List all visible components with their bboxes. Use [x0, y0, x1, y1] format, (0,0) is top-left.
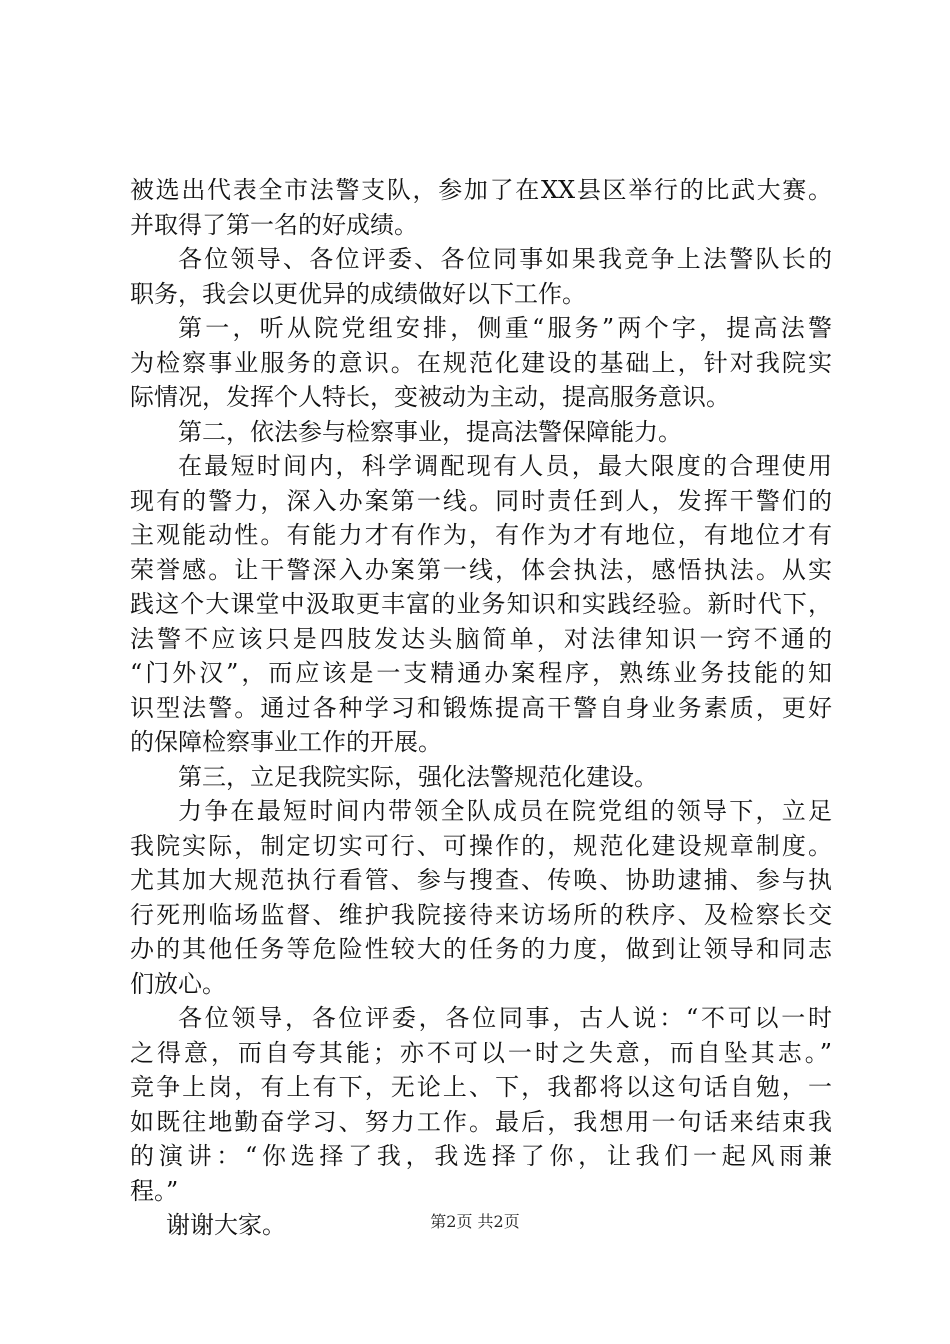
- text-line: 办的其他任务等危险性较大的任务的力度，做到让领导和同志: [130, 935, 832, 963]
- text-line: 识型法警。通过各种学习和锻炼提高干警自身业务素质，更好: [130, 693, 832, 722]
- text-line: 们放心。: [130, 969, 226, 998]
- text-line: 第一，听从院党组安排，侧重“服务”两个字，提高法警: [178, 314, 832, 342]
- text-line: 各位领导、各位评委、各位同事如果我竞争上法警队长的: [178, 245, 832, 273]
- text-line: 现有的警力，深入办案第一线。同时责任到人，发挥干警们的: [130, 486, 832, 515]
- text-line: 主观能动性。有能力才有作为，有作为才有地位，有地位才有: [130, 521, 832, 549]
- text-line: 的演讲：“你选择了我，我选择了你，让我们一起风雨兼: [130, 1142, 832, 1170]
- text-line: “门外汉”，而应该是一支精通办案程序，熟练业务技能的知: [130, 659, 832, 687]
- page-number-footer: 第2页 共2页: [430, 1212, 520, 1231]
- text-line: 职务，我会以更优异的成绩做好以下工作。: [130, 279, 586, 308]
- text-line: 程。”: [130, 1176, 179, 1205]
- text-line: 际情况，发挥个人特长，变被动为主动，提高服务意识。: [130, 383, 730, 411]
- text-line: 并取得了第一名的好成绩。: [130, 210, 418, 239]
- text-line: 我院实际，制定切实可行、可操作的，规范化建设规章制度。: [130, 831, 832, 860]
- text-line: 为检察事业服务的意识。在规范化建设的基础上，针对我院实: [130, 348, 832, 377]
- text-line: 各位领导，各位评委，各位同事，古人说：“不可以一时: [178, 1004, 832, 1032]
- text-line: 力争在最短时间内带领全队成员在院党组的领导下，立足: [178, 797, 832, 825]
- text-line: 的保障检察事业工作的开展。: [130, 728, 442, 756]
- text-line: 尤其加大规范执行看管、参与搜查、传唤、协助逮捕、参与执: [130, 866, 832, 894]
- text-line: 之得意，而自夸其能；亦不可以一时之失意，而自坠其志。”: [130, 1038, 832, 1067]
- text-line: 第二，依法参与检察事业，提高法警保障能力。: [178, 417, 682, 446]
- text-line: 在最短时间内，科学调配现有人员，最大限度的合理使用: [178, 452, 832, 480]
- text-line: 被选出代表全市法警支队，参加了在XX县区举行的比武大赛。: [130, 176, 832, 204]
- text-line: 荣誉感。让干警深入办案第一线，体会执法，感悟执法。从实: [130, 555, 832, 584]
- document-body: [130, 173, 832, 1243]
- text-line: 践这个大课堂中汲取更丰富的业务知识和实践经验。新时代下，: [130, 590, 832, 618]
- text-line: 如既往地勤奋学习、努力工作。最后，我想用一句话来结束我: [130, 1107, 832, 1136]
- text-line: 行死刑临场监督、维护我院接待来访场所的秩序、及检察长交: [130, 900, 832, 929]
- text-line: 法警不应该只是四肢发达头脑简单，对法律知识一窍不通的: [130, 624, 832, 653]
- text-line: 第三，立足我院实际，强化法警规范化建设。: [178, 762, 658, 791]
- text-line: 竞争上岗，有上有下，无论上、下，我都将以这句话自勉，一: [130, 1073, 832, 1101]
- text-line: 谢谢大家。: [166, 1211, 286, 1239]
